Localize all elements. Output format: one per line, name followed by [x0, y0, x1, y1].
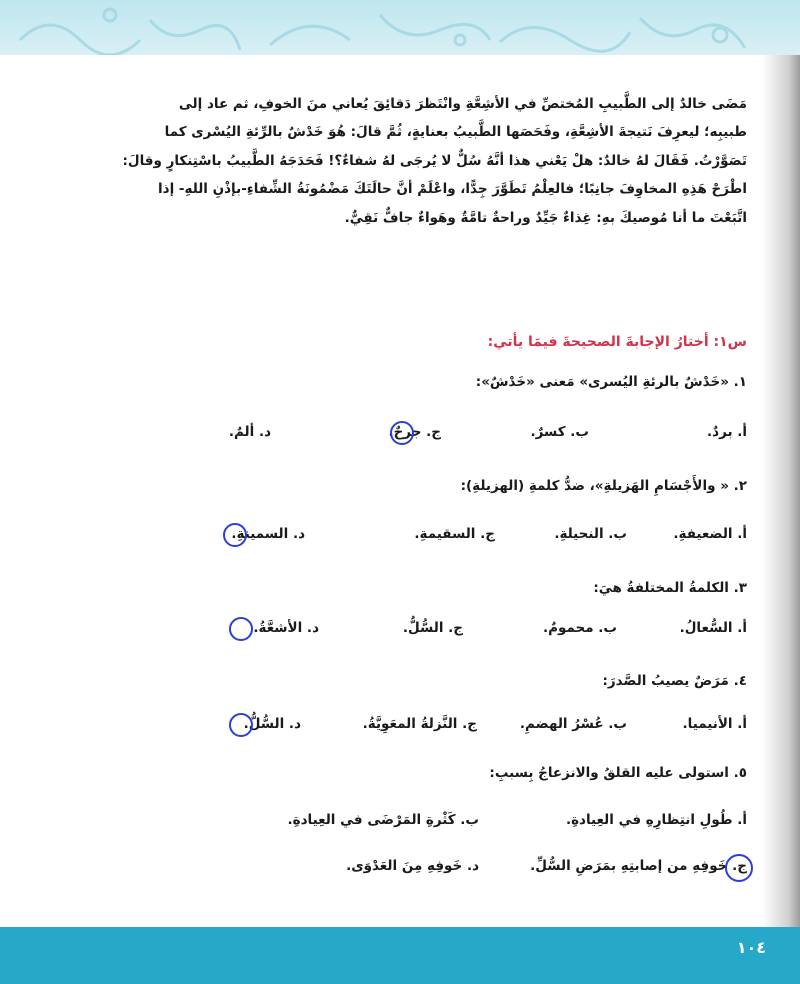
option-c[interactable]: ج. جرحٌ.: [388, 424, 441, 440]
reading-passage: [55, 90, 747, 232]
answer-circle-mark: [725, 854, 753, 882]
option-b[interactable]: ب. النحيلةِ.: [554, 526, 627, 542]
options-row-5b: [55, 858, 747, 882]
question-stem-4: ٤. مَرَضٌ يصيبُ الصَّدرَ:: [602, 673, 747, 689]
question-stem-3: ٣. الكلمةُ المختلفةُ هيَ:: [593, 580, 747, 596]
calligraphy-pattern-icon: [0, 0, 800, 55]
footer-band: [0, 927, 800, 984]
passage-line: مَضَى خالدٌ إلى الطَّبيبِ المُختصِّ في الأشِعَّةِ وانْتَظرَ دَقائِقَ يُعاني منَ الخوفِ، ثم عاد إلى: [178, 96, 747, 112]
decorative-header-band: [0, 0, 800, 55]
passage-line: اتَّبَعْتَ ما أنا مُوصيكَ بهِ: غِذاءٌ جَيِّدٌ وراحةٌ تامَّةٌ وهَواءٌ جافٌّ نَقِيٌّ.: [344, 209, 747, 226]
passage-line: اطْرَحْ هَذِهِ المخاوِفَ جانِبًا؛ فالعِلْمُ تَطَوَّرَ جِدًّا، واعْلَمْ أنَّ حالَتَكَ مَضْمُونَةُ الشِّفاءِ-بإذْنِ اللهِ- إذا: [158, 181, 747, 198]
options-row-5a: [55, 812, 747, 836]
option-d[interactable]: د. السمينةِ.: [231, 526, 305, 542]
option-d[interactable]: د. السُّلُّ.: [243, 716, 301, 732]
question-stem-1: ١. «خَدْشٌ بالرئةِ اليُسرى» مَعنى «خَدْشٌ»:: [475, 374, 747, 390]
passage-line: تَصَوَّرْتُ. فَقَالَ لهُ خالدٌ: هلْ يَعْني هذا أنَّهُ سُلٌّ لا يُرجَى لهُ شفاءٌ؟! فَحَدَجَهُ الطَّبيبُ باسْتِنكارٍ وقالَ:: [122, 152, 747, 169]
question-stem-5: ٥. استولى عليه القلقُ والانزعاجُ بِسببِ:: [489, 765, 747, 781]
answer-circle-mark: [229, 713, 253, 737]
option-b[interactable]: ب. محمومٌ.: [542, 620, 617, 636]
option-d[interactable]: د. ألمٌ.: [228, 424, 271, 440]
option-d[interactable]: د. الأشعَّةُ.: [253, 620, 319, 636]
option-a[interactable]: أ. الضعيفةِ.: [673, 526, 747, 542]
option-b[interactable]: ب. عُسْرُ الهضمِ.: [519, 716, 627, 732]
options-row-3: [55, 620, 747, 644]
question-stem-2: ٢. « والأَجْسَامِ الهَزيلةِ»، ضدُّ كلمةِ (الهزيلةِ):: [460, 478, 747, 494]
option-c[interactable]: ج. خَوفِهِ من إصابتِهِ بمَرَضِ السُّلِّ.: [530, 858, 747, 874]
option-c[interactable]: ج. السُّلُّ.: [402, 620, 463, 636]
option-d[interactable]: د. خَوفِهِ مِنَ العَدْوَى.: [346, 858, 479, 874]
answer-circle-mark: [223, 523, 247, 547]
option-a[interactable]: أ. السُّعالُ.: [679, 620, 747, 636]
page-edge-shadow: [762, 55, 800, 927]
option-b[interactable]: ب. كسرٌ.: [530, 424, 589, 440]
page-number: ١٠٤: [736, 938, 766, 957]
option-c[interactable]: ج. النَّزلةُ المعَوِيَّةُ.: [362, 716, 477, 732]
question-title: س١: أختارُ الإجابةَ الصحيحةَ فيمَا يأتي:: [487, 334, 747, 350]
options-row-2: [55, 526, 747, 550]
passage-line: طبيبِه؛ ليعرِفَ نَتيجةَ الأشِعَّةِ، وفَحَصَها الطَّبيبُ بعنايةٍ، ثُمَّ قالَ: هُوَ خَدْشٌ بالرِّئةِ اليُسْرى كما: [164, 124, 747, 141]
options-row-1: [55, 424, 747, 448]
worksheet-content: [55, 90, 747, 874]
answer-circle-mark: [390, 421, 414, 445]
option-c[interactable]: ج. السقيمةِ.: [414, 526, 495, 542]
option-a[interactable]: أ. طُولِ انتِظارِهِ في العِيادةِ.: [565, 812, 747, 828]
option-a[interactable]: أ. الأنيميا.: [682, 716, 747, 732]
answer-circle-mark: [229, 617, 253, 641]
option-a[interactable]: أ. بردٌ.: [707, 424, 747, 440]
option-b[interactable]: ب. كَثْرةِ المَرْضَى في العِيادةِ.: [287, 812, 479, 828]
options-row-4: [55, 716, 747, 740]
